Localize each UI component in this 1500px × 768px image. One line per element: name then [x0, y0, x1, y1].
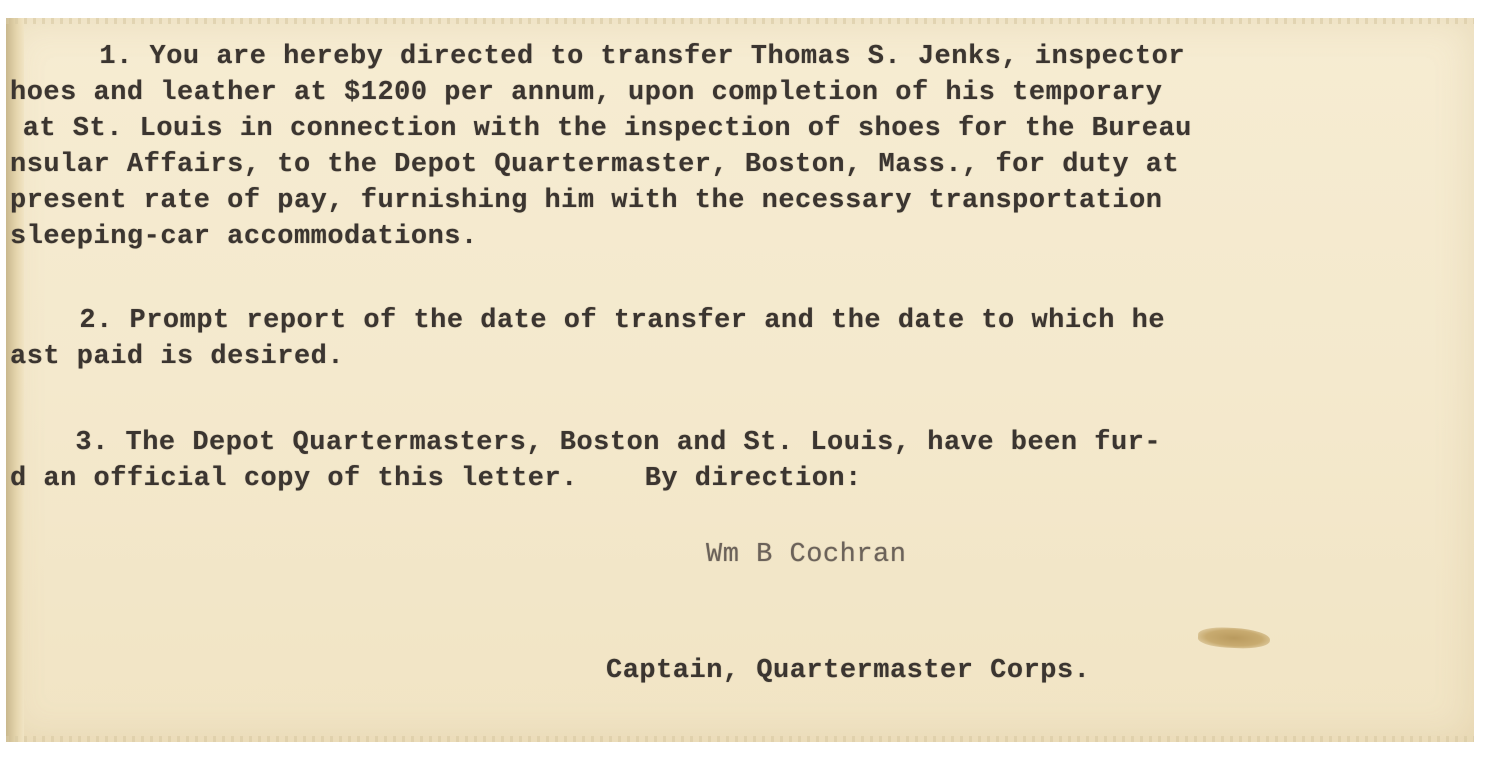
paragraph-2-line-1: 2. Prompt report of the date of transfer and the date to which he: [46, 306, 1166, 336]
signer-title: Captain, Quartermaster Corps.: [606, 656, 1091, 686]
paragraph-1-line-3: at St. Louis in connection with the inspection of shoes for the Bureau: [6, 114, 1192, 144]
paragraph-1-line-5: present rate of pay, furnishing him with the necessary transportation: [10, 186, 1163, 216]
paper-stain: [1198, 626, 1271, 650]
letter-paper: [6, 18, 1474, 742]
paragraph-3-line-1: 3. The Depot Quartermasters, Boston and St. Louis, have been fur-: [42, 428, 1162, 458]
paragraph-1-line-2: hoes and leather at $1200 per annum, upon completion of his temporary: [10, 78, 1163, 108]
perforated-bottom-edge: [6, 736, 1474, 742]
perforated-top-edge: [6, 18, 1474, 24]
signature: Wm B Cochran: [706, 540, 907, 570]
paragraph-1-line-6: sleeping-car accommodations.: [10, 222, 478, 252]
paragraph-2-line-2: ast paid is desired.: [10, 342, 345, 372]
paragraph-1: [6, 42, 1192, 282]
paragraph-2: [6, 306, 1166, 426]
paragraph-1-line-4: nsular Affairs, to the Depot Quartermaster, Boston, Mass., for duty at: [10, 150, 1180, 180]
paragraph-1-line-1: 1. You are hereby directed to transfer Thomas S. Jenks, inspector: [66, 42, 1186, 72]
paragraph-3-line-2: d an official copy of this letter. By direction:: [10, 464, 862, 494]
paragraph-3: [6, 428, 1162, 548]
